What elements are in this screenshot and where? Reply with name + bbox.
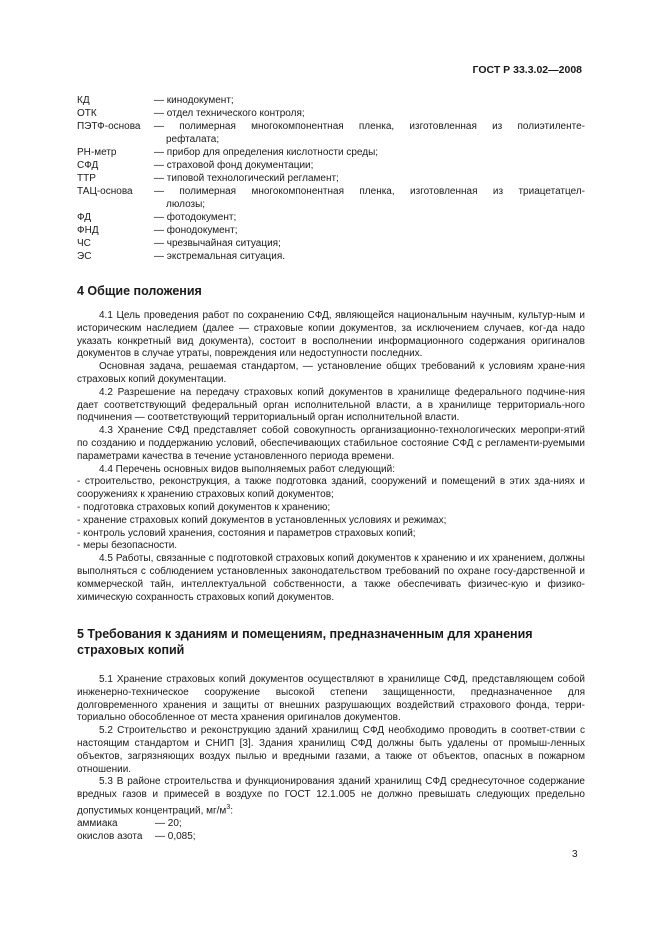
abbreviation-term: ФД xyxy=(77,212,92,223)
paragraph-end: : xyxy=(230,805,233,817)
paragraph: 4.1 Цель проведения работ по сохранению СФД, являющейся национальным научным, культур-ным и историческим наследием (далее — страховые копии документов, за исключением случаев, ког-да надо указать конкретный вид документа), состоит в восполнении информационного содержания оригиналов документов в случае утраты, повреждения или недоступности последних. xyxy=(77,310,585,360)
paragraph: 5.2 Строительство и реконструкцию зданий хранилищ СФД необходимо проводить в соответ-ствии с настоящим стандартом и СНИП [3]. Здания хранилищ СФД должны быть удалены от промыш-ленных объектов, загрязняющих воздух пылью и вредными газами, а также от объектов, опасных в пожарном отношении. xyxy=(77,725,585,775)
concentration-row xyxy=(77,818,585,831)
abbreviation-row xyxy=(77,172,585,185)
paragraph: Основная задача, решаемая стандартом, — установление общих требований к условиям хране-ния страховых копий документации. xyxy=(77,361,585,385)
abbreviation-definition: — фотодокумент; xyxy=(154,212,237,223)
list-item: - подготовка страховых копий документов к хранению; xyxy=(77,501,331,513)
substance-name: окислов азота xyxy=(77,830,143,842)
abbreviation-definition: — типовой технологический регламент; xyxy=(154,173,339,184)
list-item: - меры безопасности. xyxy=(77,540,178,552)
abbreviation-term: РН-метр xyxy=(77,147,117,158)
substance-value: — 20; xyxy=(155,818,182,830)
abbreviation-term: ЭС xyxy=(77,251,92,262)
substance-value: — 0,085; xyxy=(155,830,196,842)
paragraph-text: 5.3 В районе строительства и функционирования зданий хранилищ СФД среднесуточное содержание вредных газов и примесей в воздухе по ГОСТ 12.1.005 не должно превышать следующих предельно допустимых концентраций, мг/м xyxy=(77,776,585,817)
abbreviation-definition: — фонодокумент; xyxy=(154,225,238,236)
superscript: 3 xyxy=(226,803,231,811)
abbreviation-term: ФНД xyxy=(77,225,99,236)
substance-name: аммиака xyxy=(77,818,118,830)
abbreviation-definition: — чрезвычайная ситуация; xyxy=(154,238,281,249)
abbreviation-term: СФД xyxy=(77,160,99,171)
paragraph-5-3 xyxy=(77,776,585,818)
abbreviation-row xyxy=(77,146,585,159)
list-item: - контроль условий хранения, состояния и параметров страховых копий; xyxy=(77,527,416,539)
section-5-title-line2: страховых копий xyxy=(77,643,185,657)
abbreviation-definition: — страховой фонд документации; xyxy=(154,160,314,171)
paragraph: 4.4 Перечень основных видов выполняемых работ следующий: xyxy=(99,463,396,475)
abbreviation-definition: — прибор для определения кислотности среды; xyxy=(154,147,379,158)
paragraph: 4.3 Хранение СФД представляет собой совокупность организационно-технологических меропри-ятий по созданию и поддержанию условий, обеспечивающих стабильное состояние СФД с регламенти-руемыми параметрами качества в течение установленного периода времени. xyxy=(77,425,585,462)
section-5-title xyxy=(77,626,585,658)
abbreviation-definition: — отдел технического контроля; xyxy=(154,108,305,119)
abbreviation-row xyxy=(77,185,585,198)
abbreviation-row-continuation xyxy=(77,133,585,146)
abbreviation-definition: — кинодокумент; xyxy=(154,95,234,106)
abbreviation-term: ЧС xyxy=(77,238,91,249)
abbreviation-row xyxy=(77,94,585,107)
list-item: - хранение страховых копий документов в установленных условиях и режимах; xyxy=(77,514,447,526)
section-5-title-line1: 5 Требования к зданиям и помещениям, предназначенным для хранения xyxy=(77,627,533,641)
abbreviation-row xyxy=(77,224,585,237)
page-number: 3 xyxy=(572,849,578,860)
document-code: ГОСТ Р 33.3.02—2008 xyxy=(472,64,582,76)
section-4-body xyxy=(77,310,585,604)
abbreviation-row xyxy=(77,159,585,172)
abbreviation-row xyxy=(77,211,585,224)
abbreviation-term: ОТК xyxy=(77,108,97,119)
abbreviation-definition-continuation: рефталата; xyxy=(166,134,220,145)
abbreviation-definition: — экстремальная ситуация. xyxy=(154,251,286,262)
concentration-row xyxy=(77,831,585,844)
abbreviation-term: ПЭТФ-основа xyxy=(77,121,141,132)
list-item: - строительство, реконструкция, а также подготовка зданий, сооружений и помещений в этих зда-ниях и сооружениях к хранению страховых копий документов; xyxy=(77,476,585,501)
paragraph: 4.2 Разрешение на передачу страховых копий документов в хранилище федерального подчине-ния дает соответствующий федеральный орган исполнительной власти, а в хранилище территориаль-ного подчинения — соответствующий территориальный орган исполнительной власти. xyxy=(77,386,585,424)
abbreviation-term: ТТР xyxy=(77,173,96,184)
section-5 xyxy=(77,626,585,658)
section-5-body xyxy=(77,674,585,844)
abbreviation-definition-continuation: люлозы; xyxy=(166,199,206,210)
abbreviation-term: ТАЦ-основа xyxy=(77,186,133,197)
abbreviation-definition: — полимерная многокомпонентная пленка, изготовленная из полиэтиленте- xyxy=(154,121,585,132)
abbreviation-row xyxy=(77,250,585,263)
abbreviation-definition: — полимерная многокомпонентная пленка, изготовленная из триацетатцел- xyxy=(154,186,585,197)
paragraph: 4.5 Работы, связанные с подготовкой страховых копий документов к хранению и их хранением, должны выполняться с соблюдением установленных законодательством требований по охране госу-дарственной и коммерческой тайн, интеллектуальной собственности, а также обеспечивать физичес-кую и физико-химическую сохранность страховых копий документов. xyxy=(77,553,585,603)
paragraph: 5.1 Хранение страховых копий документов осуществляют в хранилище СФД, представляющем собой инженерно-техническое сооружение высокой степени защищенности, предназначенное для долговременного хранения и защиты от внешних разрушающих воздействий страхового фонда, терри-ториально обособленное от места хранения оригиналов документов. xyxy=(77,674,585,724)
abbreviation-row xyxy=(77,237,585,250)
abbreviation-row xyxy=(77,120,585,133)
section-4 xyxy=(77,283,585,299)
abbreviation-row-continuation xyxy=(77,198,585,211)
abbreviation-list xyxy=(77,94,585,263)
abbreviation-row xyxy=(77,107,585,120)
section-4-title: 4 Общие положения xyxy=(77,284,202,298)
abbreviation-term: КД xyxy=(77,95,90,106)
